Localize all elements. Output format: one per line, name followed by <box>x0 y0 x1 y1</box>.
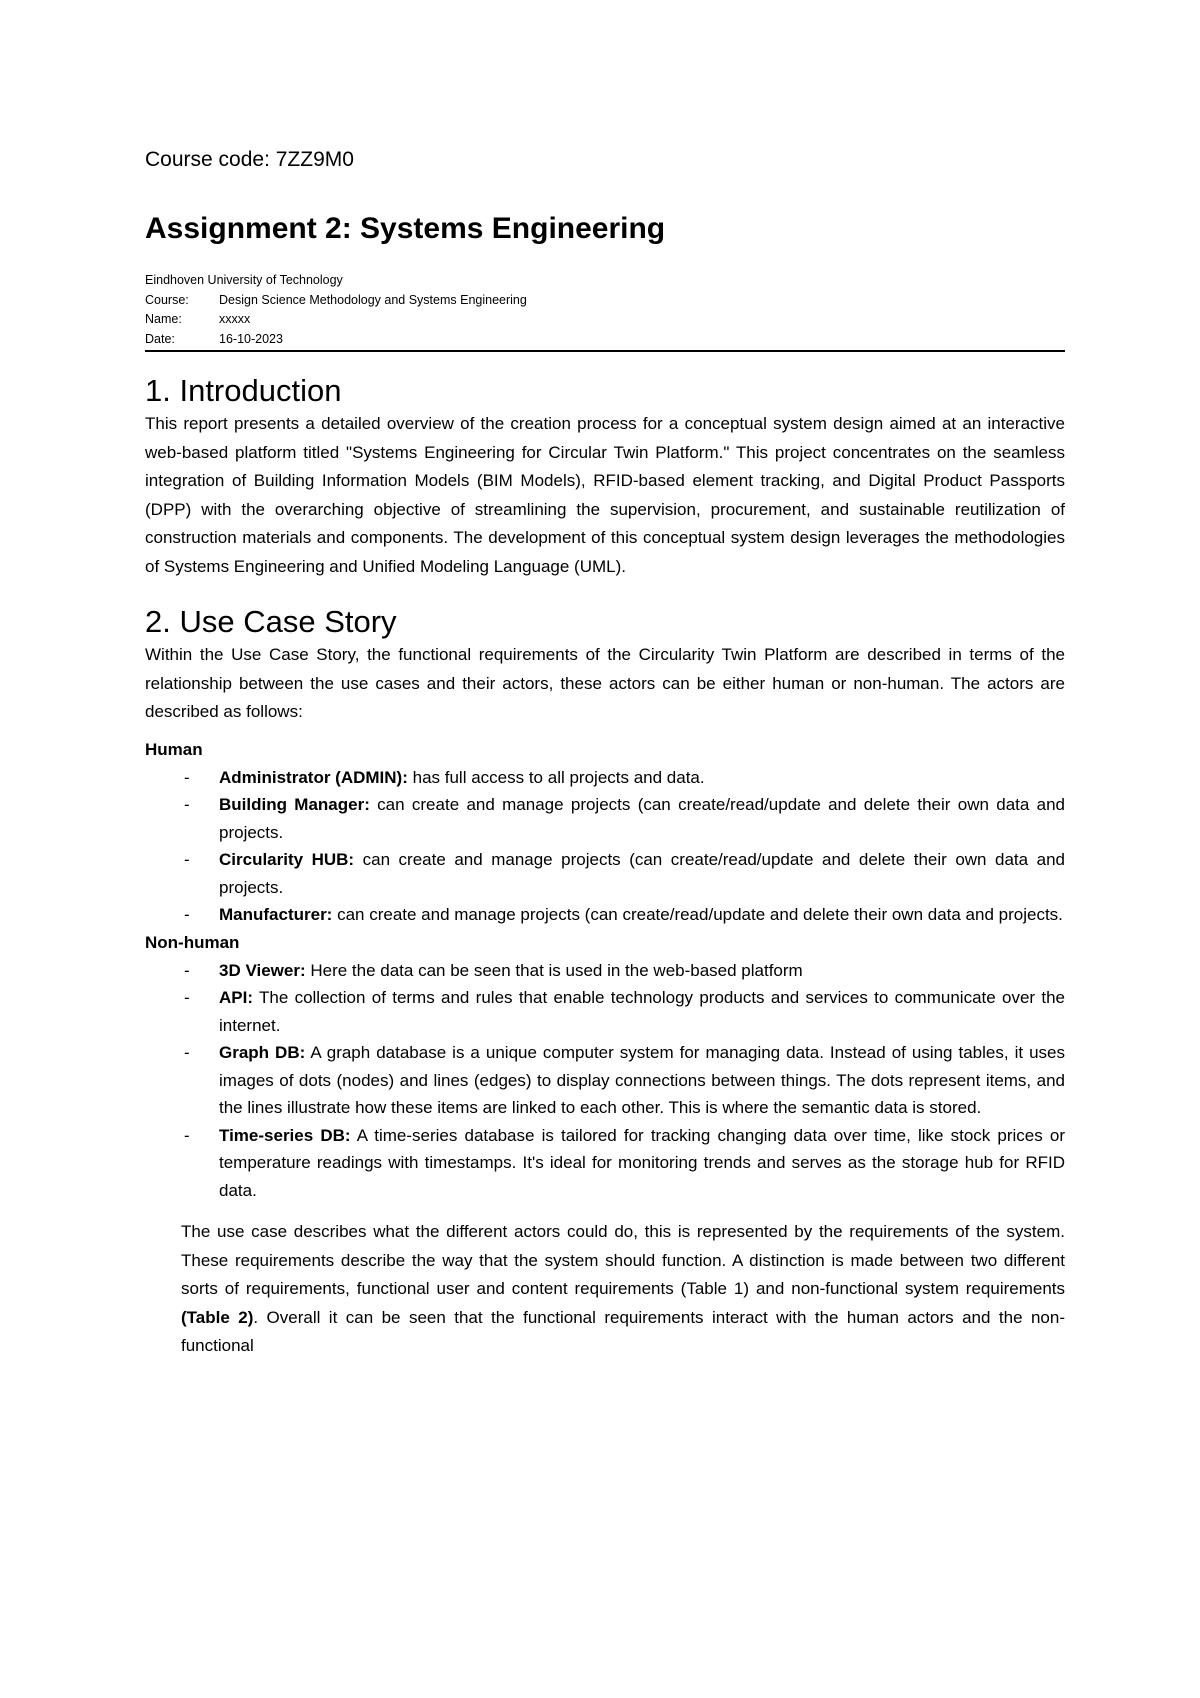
meta-row-name <box>145 310 1065 330</box>
table-2-reference: (Table 2) <box>181 1307 254 1327</box>
actor-term: Manufacturer: <box>219 905 333 924</box>
meta-key: Name: <box>145 312 182 326</box>
meta-row-course <box>145 291 1065 311</box>
list-item <box>145 846 1065 901</box>
closing-text: and non-functional system requirements <box>749 1279 1066 1298</box>
actor-term: Circularity HUB: <box>219 850 355 869</box>
actor-description: A graph database is a unique computer system for managing data. Instead of using tables, it uses images of dots (nodes) and lines (edges) to display connections between things. The dots represent items, and the lines illustrate how these items are linked to each other. This is where the semantic data is stored. <box>219 1043 1065 1117</box>
closing-text: The use case describes what the different actors could do, this is represented by the requirements of the system. These requirements describe the way that the system should function. A distinction is made between two different sorts of requirements, functional user and content requirements <box>181 1222 1065 1298</box>
actor-description: has full access to all projects and data. <box>407 767 705 787</box>
document-title: Assignment 2: Systems Engineering <box>145 212 666 245</box>
actor-description: The collection of terms and rules that enable technology products and services to communicate over the internet. <box>219 988 1065 1035</box>
actor-description: can create and manage projects (can create/read/update and delete their own data and projects. <box>219 795 1066 842</box>
closing-text: . Overall it can be seen that the functional requirements interact with the human actors and the non-functional <box>181 1307 1065 1355</box>
actor-term: Administrator (ADMIN): <box>219 767 408 787</box>
document-meta <box>145 271 1065 352</box>
list-item <box>145 1039 1065 1122</box>
list-item <box>145 901 1065 929</box>
list-item <box>145 984 1065 1039</box>
nonhuman-actors-list <box>145 957 1065 1205</box>
list-item <box>145 957 1065 985</box>
actor-description: can create and manage projects (can create/read/update and delete their own data and projects. <box>332 905 1063 924</box>
human-actors-list <box>145 764 1065 929</box>
section-heading-introduction: 1. Introduction <box>145 373 342 408</box>
table-1-reference: (Table 1) <box>680 1279 750 1298</box>
actor-term: Time-series DB: <box>219 1125 351 1145</box>
meta-key: Date: <box>145 331 175 346</box>
use-case-intro-paragraph: Within the Use Case Story, the functional requirements of the Circularity Twin Platform are described in terms of the relationship between the use cases and their actors, these actors can be either human or non-human. The actors are described as follows: <box>145 645 1065 721</box>
use-case-closing-paragraph <box>145 1218 1065 1361</box>
introduction-paragraph: This report presents a detailed overview of the creation process for a conceptual system design aimed at an interactive web-based platform titled "Systems Engineering for Circular Twin Platform." This project concentrates on the seamless integration of Building Information Models (BIM Models), RFID-based element tracking, and Digital Product Passports (DPP) with the overarching objective of streamlining the supervision, procurement, and sustainable reutilization of construction materials and components. The development of this conceptual system design leverages the methodologies of Systems Engineering and Unified Modeling Language (UML). <box>145 414 1065 576</box>
meta-row-date <box>145 330 1065 350</box>
human-actors-label: Human <box>145 739 203 759</box>
actor-term: 3D Viewer: <box>219 960 306 980</box>
actor-description: A time-series database is tailored for tracking changing data over time, like stock prices or temperature readings with timestamps. It's ideal for monitoring trends and serves as the storage hub for RFID data. <box>219 1125 1065 1200</box>
page-content <box>145 145 1065 1361</box>
section-heading-use-case-story: 2. Use Case Story <box>145 604 397 639</box>
actor-term: API: <box>219 988 253 1007</box>
list-item <box>145 1122 1065 1205</box>
course-code: Course code: 7ZZ9M0 <box>145 148 354 171</box>
actor-term: Graph DB: <box>219 1043 306 1062</box>
meta-value: xxxxx <box>219 312 251 326</box>
header-divider <box>145 350 1065 352</box>
institution: Eindhoven University of Technology <box>145 273 343 287</box>
meta-key: Course: <box>145 292 189 307</box>
actor-term: Building Manager: <box>219 795 370 814</box>
meta-value: 16-10-2023 <box>219 331 283 346</box>
meta-value: Design Science Methodology and Systems Engineering <box>219 292 527 307</box>
nonhuman-actors-label: Non-human <box>145 932 240 952</box>
actor-description: Here the data can be seen that is used in the web-based platform <box>305 960 803 980</box>
list-item <box>145 764 1065 792</box>
actor-description: can create and manage projects (can create/read/update and delete their own data and projects. <box>219 850 1065 897</box>
list-item <box>145 791 1065 846</box>
